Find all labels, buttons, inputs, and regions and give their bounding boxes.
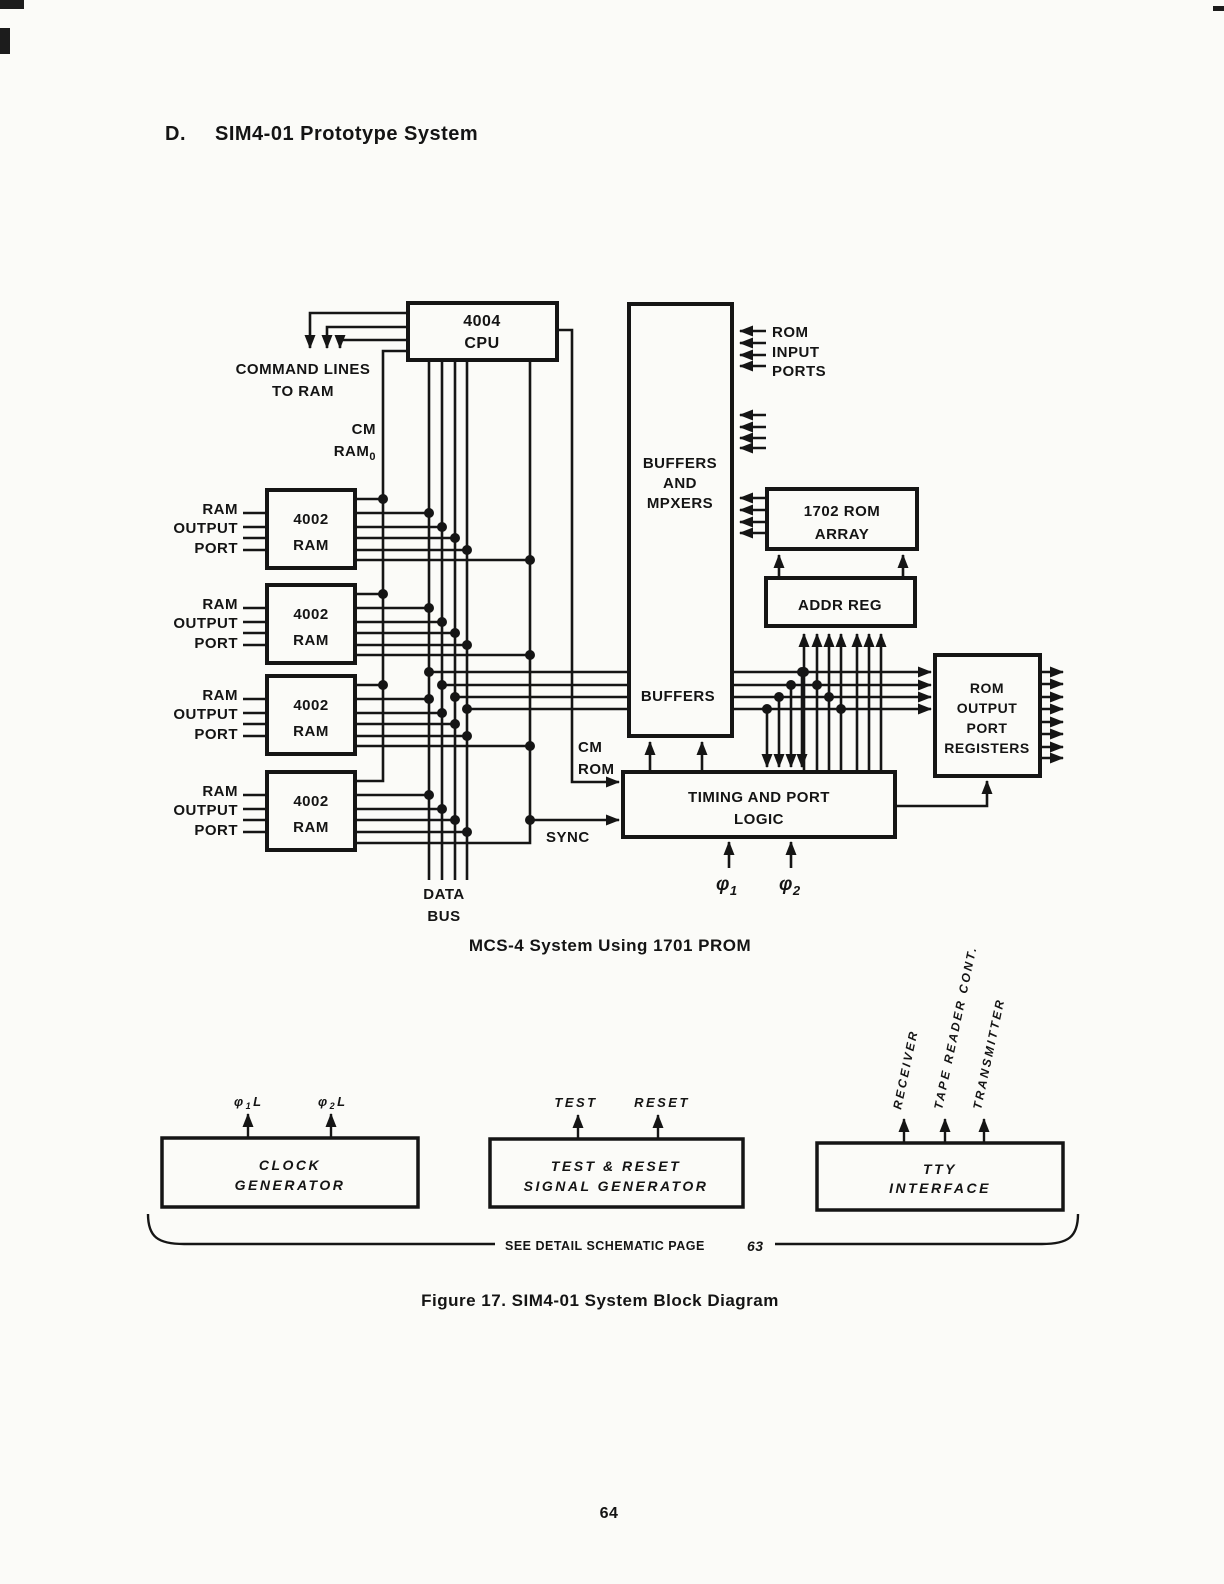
mpxer-input-arrows bbox=[740, 415, 766, 448]
svg-text:ADDR REG: ADDR REG bbox=[797, 597, 883, 614]
svg-text:OUTPUT: OUTPUT bbox=[173, 520, 238, 537]
command-lines-label-2: TO RAM bbox=[272, 383, 334, 400]
svg-text:TEST & RESET: TEST & RESET bbox=[550, 1158, 682, 1174]
svg-text:OUTPUT: OUTPUT bbox=[956, 700, 1018, 716]
svg-text:TTY: TTY bbox=[923, 1161, 957, 1177]
transmitter-signal-label: TRANSMITTER bbox=[970, 996, 1008, 1111]
cm-ram0-label-line1: CM bbox=[351, 421, 376, 438]
addr-reg-block bbox=[766, 555, 915, 626]
svg-text:MPXERS: MPXERS bbox=[646, 495, 714, 512]
svg-text:OUTPUT: OUTPUT bbox=[173, 615, 238, 632]
svg-text:4002: 4002 bbox=[293, 511, 329, 528]
svg-text:TIMING AND PORT: TIMING AND PORT bbox=[688, 789, 830, 806]
page-header bbox=[165, 123, 478, 145]
page-number: 64 bbox=[599, 1505, 619, 1522]
svg-text:CLOCK: CLOCK bbox=[258, 1157, 322, 1173]
cm-rom-line bbox=[557, 330, 619, 782]
svg-text:RAM: RAM bbox=[293, 819, 329, 836]
svg-text:ARRAY: ARRAY bbox=[814, 526, 870, 543]
svg-text:AND: AND bbox=[663, 475, 697, 492]
data-bus-label-2: BUS bbox=[427, 908, 461, 925]
cm-rom-label-1: CM bbox=[578, 739, 603, 756]
svg-text:PORT: PORT bbox=[194, 726, 238, 743]
command-lines-label-1: COMMAND LINES bbox=[235, 361, 371, 378]
svg-text:4002: 4002 bbox=[293, 606, 329, 623]
figure-caption: Figure 17. SIM4-01 System Block Diagram bbox=[421, 1291, 779, 1310]
svg-text:RAM: RAM bbox=[293, 723, 329, 740]
ram-bank-3 bbox=[173, 676, 530, 754]
svg-text:PORT: PORT bbox=[194, 822, 238, 839]
svg-text:RAM: RAM bbox=[293, 632, 329, 649]
tape-reader-signal-label: TAPE READER CONT. bbox=[931, 943, 980, 1111]
cpu-label-2: CPU bbox=[464, 335, 500, 352]
buffers-mpxers-block bbox=[629, 304, 732, 736]
sync-label: SYNC bbox=[546, 829, 590, 846]
rom-array-block bbox=[740, 489, 917, 549]
phi2L-label: $\varphi_2L$ bbox=[318, 1094, 348, 1111]
svg-text:PORT: PORT bbox=[966, 720, 1008, 736]
svg-text:BUFFERS: BUFFERS bbox=[642, 455, 718, 472]
reset-signal-label: RESET bbox=[634, 1095, 690, 1110]
phi-clock-inputs bbox=[716, 842, 801, 898]
svg-text:ROM: ROM bbox=[969, 680, 1005, 696]
see-detail-label: SEE DETAIL SCHEMATIC PAGE bbox=[505, 1239, 705, 1253]
phi1L-label: $\varphi_1L$ bbox=[234, 1094, 264, 1111]
scan-artifacts bbox=[0, 0, 1224, 54]
svg-text:RAM: RAM bbox=[202, 596, 238, 613]
clock-generator-block bbox=[162, 1094, 418, 1207]
svg-text:4002: 4002 bbox=[293, 793, 329, 810]
svg-text:RAM: RAM bbox=[202, 783, 238, 800]
see-detail-page-number: 63 bbox=[747, 1238, 764, 1254]
svg-text:RAM: RAM bbox=[293, 537, 329, 554]
svg-text:INPUT: INPUT bbox=[772, 344, 820, 361]
section-letter: D. bbox=[165, 123, 186, 145]
svg-text:PORTS: PORTS bbox=[772, 363, 827, 380]
ram-bank-1 bbox=[173, 490, 530, 568]
svg-text:1702 ROM: 1702 ROM bbox=[803, 503, 881, 520]
see-detail-bracket bbox=[148, 1214, 1078, 1254]
svg-text:OUTPUT: OUTPUT bbox=[173, 706, 238, 723]
svg-text:GENERATOR: GENERATOR bbox=[234, 1177, 346, 1193]
buffers-mpxers-box bbox=[629, 304, 732, 736]
test-reset-generator-block bbox=[490, 1095, 743, 1207]
svg-text:REGISTERS: REGISTERS bbox=[944, 740, 1030, 756]
ram2-box bbox=[267, 585, 355, 663]
ram-bank-2 bbox=[173, 585, 530, 663]
ram4-box bbox=[267, 772, 355, 850]
svg-text:PORT: PORT bbox=[194, 540, 238, 557]
svg-text:RAM: RAM bbox=[202, 687, 238, 704]
svg-text:4002: 4002 bbox=[293, 697, 329, 714]
svg-text:ROM: ROM bbox=[772, 324, 809, 341]
cm-rom-label-2: ROM bbox=[578, 761, 615, 778]
svg-text:PORT: PORT bbox=[194, 635, 238, 652]
svg-text:LOGIC: LOGIC bbox=[734, 811, 784, 828]
cpu-label-1: 4004 bbox=[463, 313, 501, 330]
svg-text:RAM: RAM bbox=[202, 501, 238, 518]
phi1-label: $\varphi_1$ bbox=[716, 874, 738, 898]
svg-text:OUTPUT: OUTPUT bbox=[173, 802, 238, 819]
cpu-block bbox=[408, 303, 557, 360]
rom-input-ports bbox=[740, 324, 826, 380]
page-title: SIM4-01 Prototype System bbox=[215, 123, 479, 145]
ram1-box bbox=[267, 490, 355, 568]
rom-output-registers-block bbox=[935, 655, 1063, 776]
buffers-lower-label: BUFFERS bbox=[640, 688, 716, 705]
phi2-label: $\varphi_2$ bbox=[779, 874, 801, 898]
cm-ram0-label-line2: $RAM_0$ bbox=[333, 443, 376, 463]
test-signal-label: TEST bbox=[554, 1095, 598, 1110]
ram3-box bbox=[267, 676, 355, 754]
diagram-caption: MCS-4 System Using 1701 PROM bbox=[468, 936, 752, 955]
data-bus-label-1: DATA bbox=[423, 886, 465, 903]
data-bus-lines bbox=[423, 360, 467, 925]
svg-text:SIGNAL GENERATOR: SIGNAL GENERATOR bbox=[523, 1178, 709, 1194]
ram-bank-4 bbox=[173, 772, 472, 850]
address-bus-verticals bbox=[762, 634, 881, 772]
receiver-signal-label: RECEIVER bbox=[890, 1028, 921, 1111]
svg-text:INTERFACE: INTERFACE bbox=[889, 1180, 991, 1196]
tty-interface-block bbox=[817, 944, 1063, 1210]
